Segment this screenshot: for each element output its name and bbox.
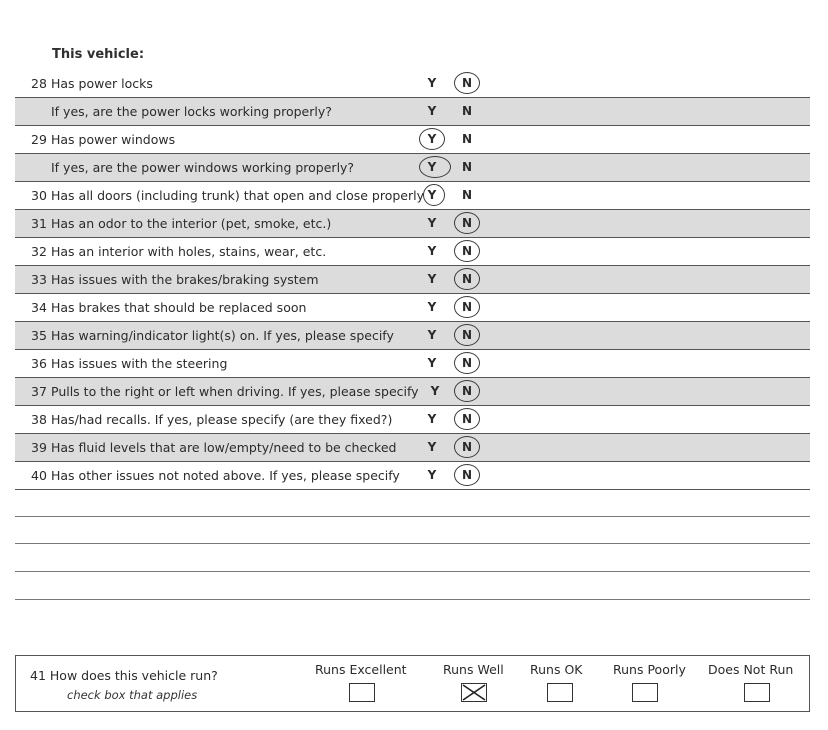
answer-no[interactable]: N <box>461 412 473 426</box>
option-label-does-not-run: Does Not Run <box>708 662 794 677</box>
question-number: 32 <box>31 244 47 259</box>
question-number: 34 <box>31 300 47 315</box>
circled-no-mark <box>454 268 480 290</box>
question-number: 35 <box>31 328 47 343</box>
answer-yes[interactable]: Y <box>427 132 437 146</box>
answer-yes[interactable]: Y <box>427 300 437 314</box>
answer-no[interactable]: N <box>461 384 473 398</box>
answer-no[interactable]: N <box>461 216 473 230</box>
question-row-35 <box>15 322 810 350</box>
option-label-runs-poorly: Runs Poorly <box>613 662 686 677</box>
answer-no[interactable]: N <box>461 188 473 202</box>
question-number: 38 <box>31 412 47 427</box>
answer-no[interactable]: N <box>461 76 473 90</box>
circled-no-mark <box>454 464 480 486</box>
option-label-runs-ok: Runs OK <box>530 662 583 677</box>
question-row-38 <box>15 406 810 434</box>
circled-no-mark <box>454 408 480 430</box>
question-text: Has an odor to the interior (pet, smoke, etc.) <box>51 216 332 231</box>
answer-no[interactable]: N <box>461 272 473 286</box>
question-row-28-followup <box>15 98 810 126</box>
question-text: Has warning/indicator light(s) on. If yes, please specify <box>51 328 394 343</box>
checkbox-runs-poorly[interactable] <box>632 683 658 702</box>
question-row-40 <box>15 462 810 490</box>
checkbox-runs-well[interactable] <box>461 683 487 702</box>
question-text: If yes, are the power locks working properly? <box>51 104 332 119</box>
circled-no-mark <box>454 240 480 262</box>
circled-yes-mark <box>423 184 445 206</box>
answer-no[interactable]: N <box>461 300 473 314</box>
question-number: 29 <box>31 132 47 147</box>
question-row-32 <box>15 238 810 266</box>
circled-yes-mark <box>419 128 445 150</box>
question-text: Has other issues not noted above. If yes, please specify <box>51 468 400 483</box>
answer-yes[interactable]: Y <box>427 468 437 482</box>
question-41-box <box>15 655 810 712</box>
question-number: 40 <box>31 468 47 483</box>
question-text: How does this vehicle run? <box>49 668 218 683</box>
option-label-runs-excellent: Runs Excellent <box>315 662 407 677</box>
question-text: Has power windows <box>51 132 176 147</box>
circled-no-mark <box>454 380 480 402</box>
question-41-hint: check box that applies <box>67 688 198 702</box>
checkbox-runs-ok[interactable] <box>547 683 573 702</box>
question-text: Has an interior with holes, stains, wear, etc. <box>51 244 327 259</box>
answer-no[interactable]: N <box>461 104 473 118</box>
checkbox-does-not-run[interactable] <box>744 683 770 702</box>
answer-yes[interactable]: Y <box>427 216 437 230</box>
question-row-33 <box>15 266 810 294</box>
question-number: 33 <box>31 272 47 287</box>
answer-no[interactable]: N <box>461 468 473 482</box>
circled-no-mark <box>454 352 480 374</box>
blank-line[interactable] <box>15 571 810 572</box>
checkbox-runs-excellent[interactable] <box>349 683 375 702</box>
blank-line[interactable] <box>15 543 810 544</box>
question-number: 30 <box>31 188 47 203</box>
question-number: 36 <box>31 356 47 371</box>
section-title: This vehicle: <box>52 47 145 62</box>
question-row-36 <box>15 350 810 378</box>
answer-yes[interactable]: Y <box>430 384 440 398</box>
check-x-mark-icon <box>462 684 486 701</box>
question-row-34 <box>15 294 810 322</box>
answer-yes[interactable]: Y <box>427 440 437 454</box>
answer-yes[interactable]: Y <box>427 188 437 202</box>
question-text: Has issues with the brakes/braking system <box>51 272 319 287</box>
question-number: 39 <box>31 440 47 455</box>
circled-no-mark <box>454 72 480 94</box>
answer-no[interactable]: N <box>461 244 473 258</box>
question-number: 28 <box>31 76 47 91</box>
circled-yes-mark <box>419 156 451 178</box>
question-row-31 <box>15 210 810 238</box>
question-row-39 <box>15 434 810 462</box>
question-text: Has brakes that should be replaced soon <box>51 300 307 315</box>
answer-yes[interactable]: Y <box>427 160 437 174</box>
answer-no[interactable]: N <box>461 132 473 146</box>
answer-yes[interactable]: Y <box>427 272 437 286</box>
question-text: Has all doors (including trunk) that open and close properly <box>51 188 424 203</box>
answer-no[interactable]: N <box>461 440 473 454</box>
question-row-28 <box>15 70 810 98</box>
answer-no[interactable]: N <box>461 328 473 342</box>
question-number: 41 <box>30 668 46 683</box>
circled-no-mark <box>454 436 480 458</box>
option-label-runs-well: Runs Well <box>443 662 504 677</box>
answer-no[interactable]: N <box>461 160 473 174</box>
question-text: Has issues with the steering <box>51 356 228 371</box>
circled-no-mark <box>454 212 480 234</box>
row-rule <box>15 489 810 490</box>
answer-yes[interactable]: Y <box>427 412 437 426</box>
answer-yes[interactable]: Y <box>427 328 437 342</box>
question-number: 37 <box>31 384 47 399</box>
question-row-30 <box>15 182 810 210</box>
circled-no-mark <box>454 324 480 346</box>
blank-line[interactable] <box>15 516 810 517</box>
question-text: If yes, are the power windows working properly? <box>51 160 355 175</box>
question-text: Has fluid levels that are low/empty/need to be checked <box>51 440 397 455</box>
answer-yes[interactable]: Y <box>427 356 437 370</box>
answer-yes[interactable]: Y <box>427 244 437 258</box>
blank-line[interactable] <box>15 599 810 600</box>
question-text: Pulls to the right or left when driving. If yes, please specify <box>51 384 419 399</box>
question-row-37 <box>15 378 810 406</box>
answer-yes[interactable]: Y <box>427 104 437 118</box>
question-row-29-followup <box>15 154 810 182</box>
answer-yes[interactable]: Y <box>427 76 437 90</box>
question-number: 31 <box>31 216 47 231</box>
circled-no-mark <box>454 296 480 318</box>
question-text: Has/had recalls. If yes, please specify (are they fixed?) <box>51 412 393 427</box>
question-row-29 <box>15 126 810 154</box>
question-41-label <box>30 668 218 683</box>
answer-no[interactable]: N <box>461 356 473 370</box>
question-text: Has power locks <box>51 76 153 91</box>
